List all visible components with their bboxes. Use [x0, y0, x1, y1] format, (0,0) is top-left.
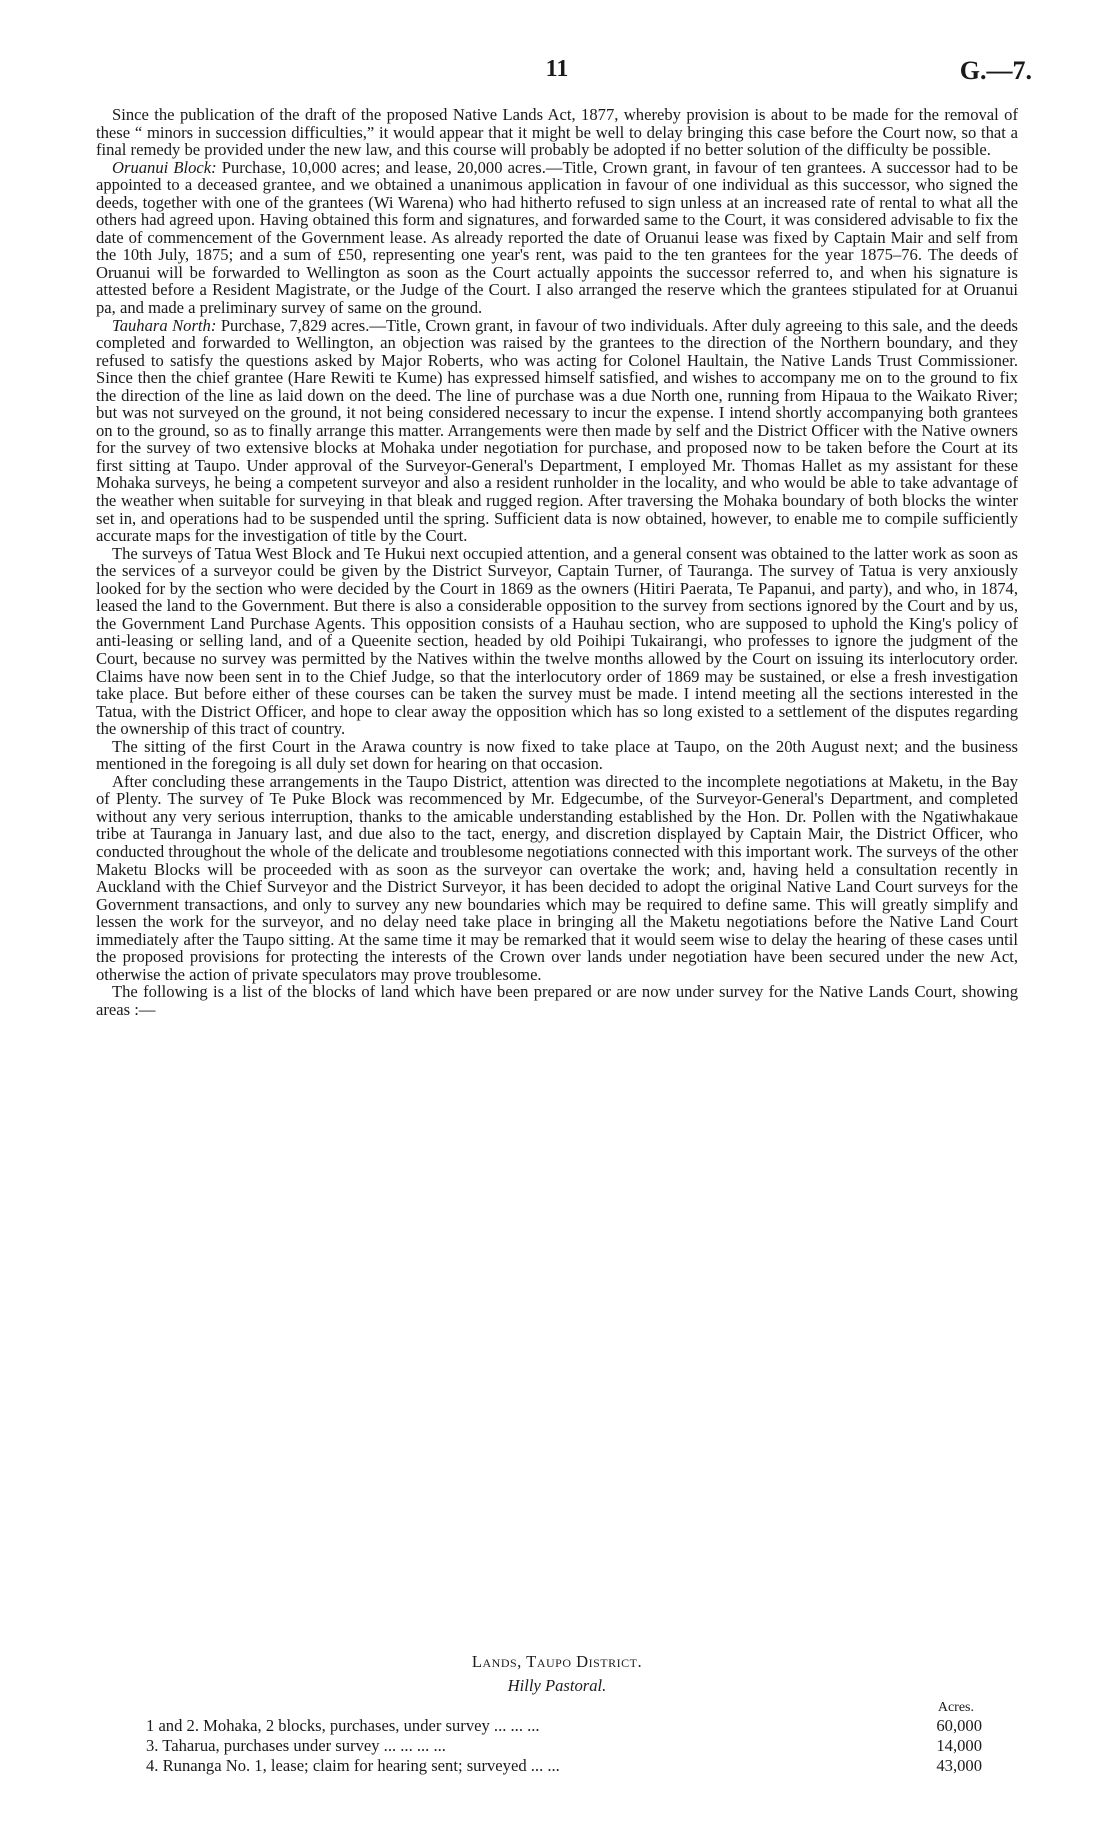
row-acres: 14,000 — [936, 1736, 982, 1755]
paragraph-text: Purchase, 10,000 acres; and lease, 20,000 acres.—Title, Crown grant, in favour of ten grantees. A successor had to be appointed to a deceased grantee, and we obtained a unanimous application in favour of one individual as this successor, who signed the deeds, together with one of the grantees (Wi Warena) who had hitherto refused to sign unless at an increased rate of rental to what all the others had agreed upon. Having obtained this form and signatures, and forwarded same to the Court, it was considered advisable to fix the date of commencement of the Government lease. As already reported the date of Oruanui lease was fixed by Captain Mair and self from the 10th July, 1875; and a sum of £50, representing one year's rent, was paid to the ten grantees for the year 1875–76. The deeds of Oruanui will be forwarded to Wellington as soon as the Court actually appoints the successor referred to, and when his signature is attested before a Resident Magistrate, or the Judge of the Court. I also arranged the reserve which the grantees stipulated for at Oruanui pa, and made a preliminary survey of same on the ground. — [96, 157, 1018, 318]
paragraph — [96, 773, 1018, 984]
row-label: 4. Runanga No. 1, lease; claim for hearing sent; surveyed ... ... — [146, 1756, 560, 1775]
body-text — [96, 106, 1018, 1018]
paragraph-text: Since the publication of the draft of the proposed Native Lands Act, 1877, whereby provision is about to be made for the removal of these “ minors in succession difficulties,” it would appear that it might be well to delay bringing this case before the Court now, so that a final remedy be provided under the new law, and this course will probably be adopted if no better solution of the difficulty be possible. — [96, 105, 1018, 160]
paragraph — [96, 545, 1018, 738]
paragraph-text: The surveys of Tatua West Block and Te Hukui next occupied attention, and a general consent was obtained to the latter work as soon as the services of a surveyor could be given by the District Surveyor, Captain Turner, of Tauranga. The survey of Tatua is very anxiously looked for by the section who were decided by the Court in 1869 as the owners (Hitiri Paerata, Te Papanui, and party), and who, in 1874, leased the land to the Government. But there is also a considerable opposition to the survey from sections ignored by the Court and by us, the Government Land Purchase Agents. This opposition consists of a Hauhau section, who are supposed to uphold the King's policy of anti-leasing or selling land, and of a Queenite section, headed by old Poihipi Tukairangi, who professes to ignore the judgment of the Court, because no survey was permitted by the Natives within the twelve months allowed by the Court on issuing its interlocutory order. Claims have now been sent in to the Chief Judge, so that the interlocutory order of 1869 may be sustained, or else a fresh investigation take place. But before either of these courses can be taken the survey must be made. I intend meeting all the sections interested in the Tatua, with the District Officer, and hope to clear away the opposition which has so long existed to a settlement of the disputes regarding the ownership of this tract of country. — [96, 543, 1018, 739]
paragraph-text: After concluding these arrangements in the Taupo District, attention was directed to the incomplete negotiations at Maketu, in the Bay of Plenty. The survey of Te Puke Block was recommenced by Mr. Edgecumbe, of the Surveyor-General's Department, and completed without any very serious interruption, thanks to the amicable understanding established by the Hon. Dr. Pollen with the Ngatiwhakaue tribe at Tauranga in January last, and due also to the tact, energy, and discretion displayed by Captain Mair, the District Officer, who conducted throughout the whole of the delicate and troublesome negotiations connected with this important work. The surveys of the other Maketu Blocks will be proceeded with as soon as the surveyor can overtake the work; and, having held a consultation recently in Auckland with the Chief Surveyor and the District Surveyor, it has been decided to adopt the original Native Land Court surveys for the Government transactions, and only to survey any new boundaries which may be required to define same. This will greatly simplify and lessen the work for the surveyor, and no delay need take place in bringing all the Maketu negotiations before the Native Land Court immediately after the Taupo sitting. At the same time it may be remarked that it would seem wise to delay the hearing of these cases until the proposed provisions for protecting the interests of the Crown over lands under negotiation have been secured under the new Act, otherwise the action of private speculators may prove troublesome. — [96, 771, 1018, 984]
paragraph — [96, 738, 1018, 773]
row-label: 1 and 2. Mohaka, 2 blocks, purchases, under survey ... ... ... — [146, 1716, 540, 1735]
row-label: 3. Taharua, purchases under survey ... ... ... ... — [146, 1736, 446, 1755]
paragraph — [96, 106, 1018, 159]
row-acres: 60,000 — [936, 1716, 982, 1735]
paragraph — [96, 317, 1018, 545]
document-reference: G.—7. — [959, 56, 1032, 85]
paragraph-text: The sitting of the first Court in the Arawa country is now fixed to take place at Taupo, on the 20th August next; and the business mentioned in the foregoing is all duly set down for hearing on that occasion. — [96, 736, 1018, 774]
paragraph-text: The following is a list of the blocks of land which have been prepared or are now under survey for the Native Lands Court, showing areas :— — [96, 982, 1018, 1019]
table-row — [146, 1756, 982, 1776]
table-row — [146, 1736, 982, 1756]
paragraph — [96, 159, 1018, 317]
paragraph — [96, 983, 1018, 1018]
row-acres: 43,000 — [936, 1756, 982, 1775]
table-row — [146, 1716, 982, 1736]
table-heading: Lands, Taupo District. — [471, 1652, 643, 1671]
page-number: 11 — [545, 56, 569, 82]
block-name: Oruanui Block: — [112, 157, 217, 177]
table-subheading: Hilly Pastoral. — [507, 1676, 607, 1695]
acres-column-header: Acres. — [937, 1700, 974, 1715]
paragraph-text: Purchase, 7,829 acres.—Title, Crown grant, in favour of two individuals. After duly agreeing to this sale, and the deeds completed and forwarded to Wellington, an objection was raised by the grantees to the direction of the Northern boundary, and they refused to satisfy the questions asked by Major Roberts, who was acting for Colonel Haultain, the Native Lands Trust Commissioner. Since then the chief grantee (Hare Rewiti te Kume) has expressed himself satisfied, and wishes to accompany me on to the ground to fix the direction of the line as laid down on the deed. The line of purchase was a due North one, running from Hipaua to the Waikato River; but was not surveyed on the ground, it not being considered necessary to incur the expense. I intend shortly accompanying both grantees on to the ground, so as to finally arrange this matter. Arrangements were then made by self and the District Officer with the Native owners for the survey of two extensive blocks at Mohaka under negotiation for purchase, and proposed now to be taken before the Court at its first sitting at Taupo. Under approval of the Surveyor-General's Department, I employed Mr. Thomas Hallet as my assistant for these Mohaka surveys, he being a competent surveyor and also a resident runholder in the locality, and who would be able to take advantage of the weather when suitable for surveying in that bleak and rugged region. After traversing the Mohaka boundary of both blocks the winter set in, and operations had to be suspended until the spring. Sufficient data is now obtained, however, to enable me to compile sufficiently accurate maps for the investigation of title by the Court. — [96, 315, 1018, 546]
block-name: Tauhara North: — [112, 315, 217, 335]
